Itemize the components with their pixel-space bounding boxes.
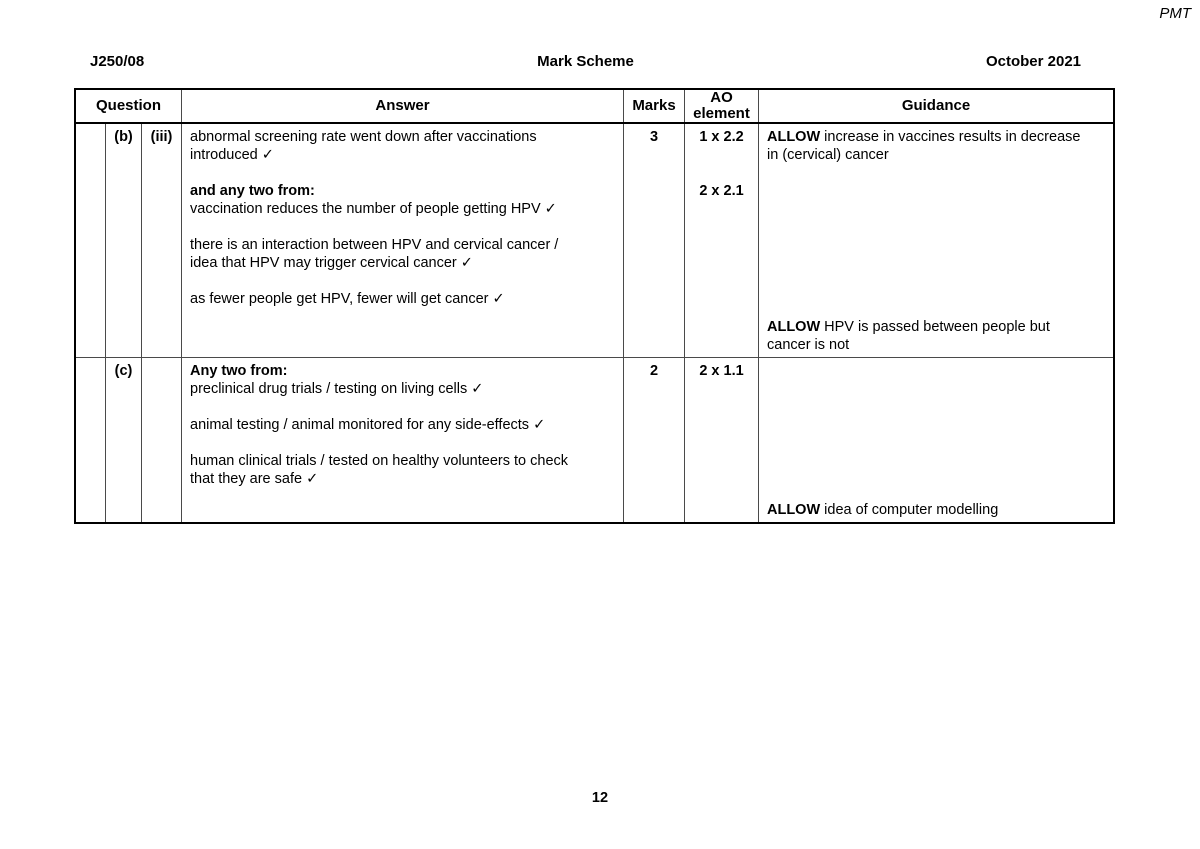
answer-line: introduced ✓ — [190, 147, 274, 163]
marks-cell: 3 — [624, 124, 685, 357]
guidance-line: in (cervical) cancer — [767, 147, 889, 163]
ao-item: 2 x 2.1 — [699, 183, 744, 199]
table-header-row — [76, 90, 1113, 124]
answer-line: animal testing / animal monitored for any side-effects ✓ — [190, 417, 546, 433]
guidance-line: ALLOW idea of computer modelling — [767, 502, 999, 518]
question-number-cell — [76, 358, 106, 522]
answer-line: as fewer people get HPV, fewer will get cancer ✓ — [190, 291, 505, 307]
answer-line: that they are safe ✓ — [190, 471, 319, 487]
answer-line: there is an interaction between HPV and cervical cancer / — [190, 237, 559, 253]
question-subpart-cell: (iii) — [142, 124, 182, 357]
doc-date: October 2021 — [985, 53, 1081, 70]
question-part-cell: (b) — [106, 124, 142, 357]
question-part-cell: (c) — [106, 358, 142, 522]
question-subpart-cell — [142, 358, 182, 522]
column-header-question: Question — [76, 90, 182, 122]
answer-cell — [182, 358, 624, 522]
answer-block — [190, 182, 616, 218]
allow-keyword: ALLOW — [767, 129, 821, 145]
answer-line: human clinical trials / tested on healthy volunteers to check — [190, 453, 569, 469]
ao-item: 1 x 2.2 — [699, 129, 744, 145]
pmt-watermark: PMT — [1159, 5, 1191, 22]
guidance-line: ALLOW increase in vaccines results in decrease — [767, 129, 1081, 145]
guidance-note — [767, 128, 1107, 164]
allow-keyword: ALLOW — [767, 319, 821, 335]
page-number: 12 — [591, 790, 609, 806]
ao-element-cell — [685, 358, 759, 522]
column-header-guidance: Guidance — [901, 97, 971, 114]
answer-cell — [182, 124, 624, 357]
answer-block — [190, 236, 616, 272]
answer-block — [190, 362, 616, 398]
column-header-answer: Answer — [182, 90, 624, 122]
answer-block — [190, 290, 616, 308]
answer-line: Any two from: — [190, 363, 288, 379]
answer-block — [190, 452, 616, 488]
mark-scheme-table — [74, 88, 1115, 524]
doc-title: Mark Scheme — [537, 53, 634, 70]
column-header-marks: Marks — [624, 90, 685, 122]
guidance-note — [767, 501, 1107, 519]
table-row — [76, 124, 1113, 358]
column-header-ao-element: AO element — [685, 90, 759, 122]
guidance-cell — [759, 124, 1113, 357]
document-header — [90, 53, 1081, 71]
ao-element-cell — [685, 124, 759, 357]
answer-line: abnormal screening rate went down after vaccinations — [190, 129, 537, 145]
answer-line: idea that HPV may trigger cervical cancer ✓ — [190, 255, 473, 271]
guidance-line: ALLOW HPV is passed between people but — [767, 319, 1050, 335]
answer-line: and any two from: — [190, 183, 315, 199]
table-row — [76, 358, 1113, 522]
guidance-note — [767, 318, 1107, 354]
question-number-cell — [76, 124, 106, 357]
answer-line: vaccination reduces the number of people getting HPV ✓ — [190, 201, 557, 217]
guidance-line: cancer is not — [767, 337, 850, 353]
ao-item: 2 x 1.1 — [699, 363, 744, 379]
answer-block — [190, 416, 616, 434]
allow-keyword: ALLOW — [767, 502, 821, 518]
doc-code: J250/08 — [90, 53, 145, 70]
answer-block — [190, 128, 616, 164]
answer-line: preclinical drug trials / testing on living cells ✓ — [190, 381, 484, 397]
marks-cell: 2 — [624, 358, 685, 522]
guidance-cell — [759, 358, 1113, 522]
